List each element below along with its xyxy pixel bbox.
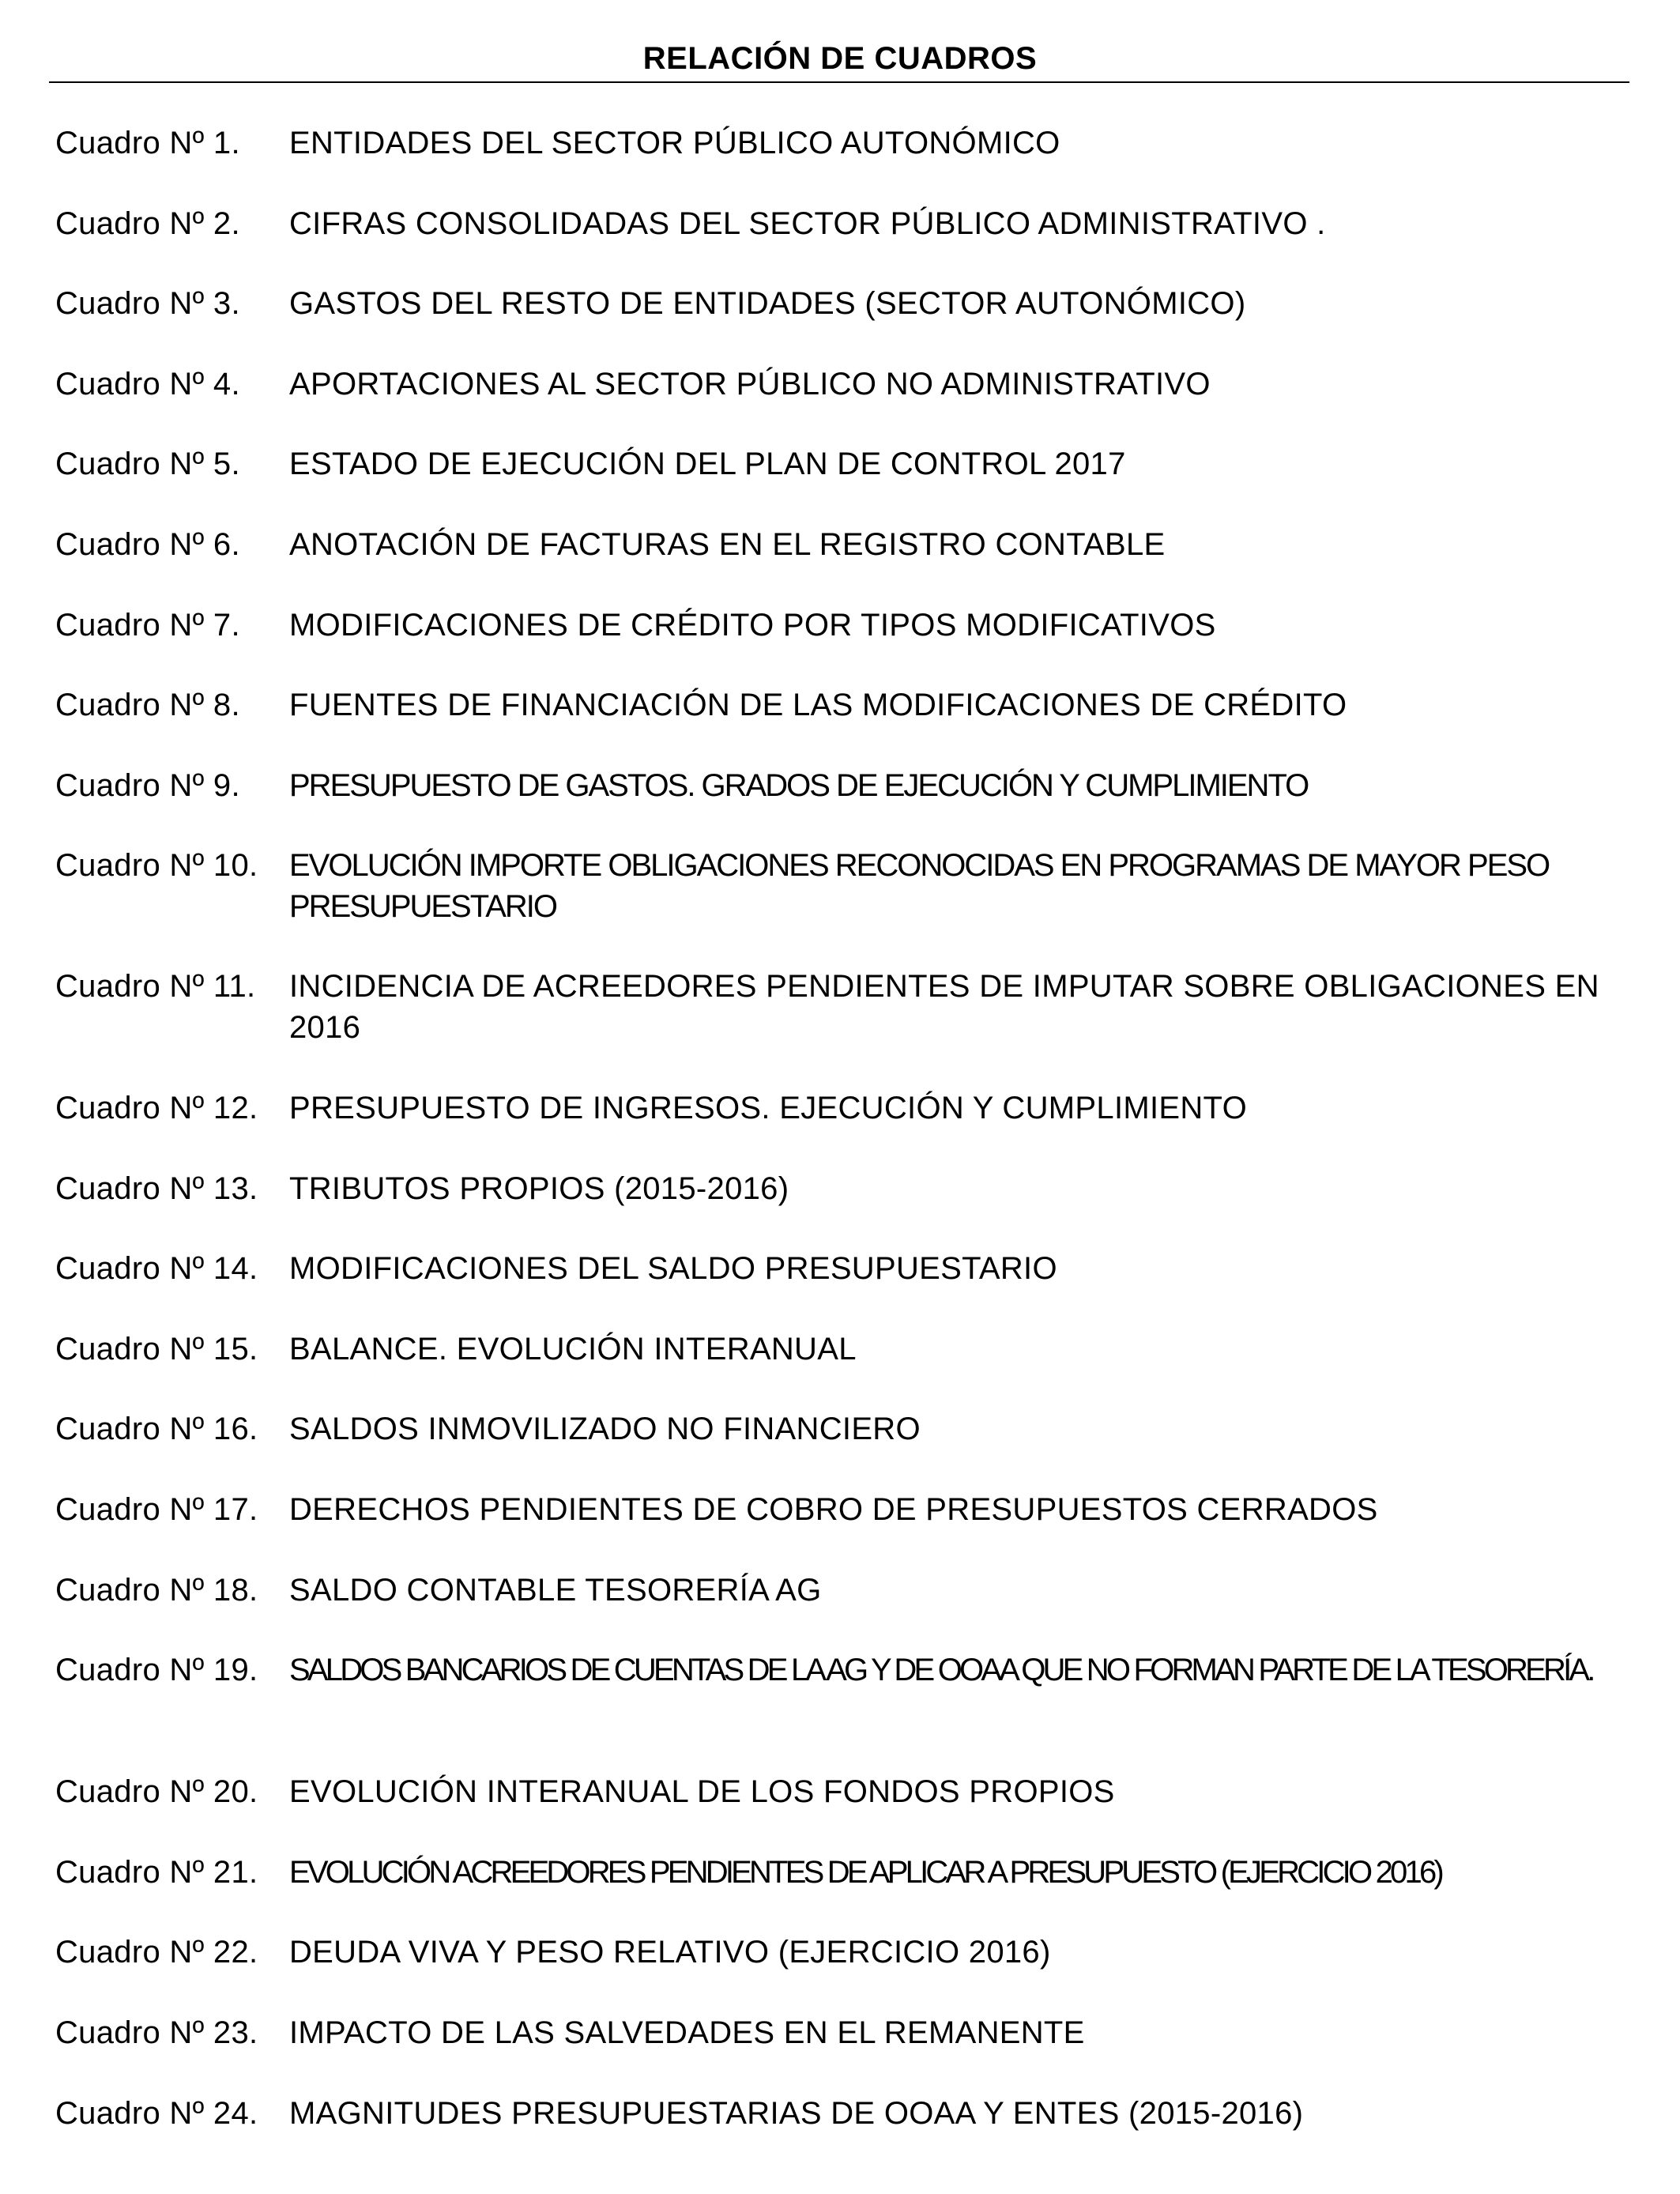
cuadro-title: SALDOS INMOVILIZADO NO FINANCIERO (289, 1412, 921, 1446)
cuadro-title: INCIDENCIA DE ACREEDORES PENDIENTES DE IMPUTAR SOBRE OBLIGACIONES EN 2016 (289, 969, 1599, 1045)
cuadro-label: Cuadro Nº 1. (55, 126, 240, 160)
cuadro-label: Cuadro Nº 2. (55, 206, 240, 241)
cuadro-title: DEUDA VIVA Y PESO RELATIVO (EJERCICIO 2016) (289, 1935, 1051, 1970)
list-item-cuadro-14 (55, 1248, 1644, 1289)
list-item-cuadro-13 (55, 1168, 1644, 1209)
cuadro-title: APORTACIONES AL SECTOR PÚBLICO NO ADMINISTRATIVO (289, 367, 1211, 401)
list-item-cuadro-20 (55, 1771, 1644, 1812)
cuadro-label: Cuadro Nº 14. (55, 1251, 258, 1286)
cuadro-label: Cuadro Nº 19. (55, 1653, 258, 1687)
cuadro-title: TRIBUTOS PROPIOS (2015-2016) (289, 1171, 789, 1206)
cuadro-title: PRESUPUESTO DE INGRESOS. EJECUCIÓN Y CUMPLIMIENTO (289, 1091, 1247, 1125)
list-item-cuadro-15 (55, 1329, 1644, 1370)
cuadro-title: EVOLUCIÓN ACREEDORES PENDIENTES DE APLICAR A PRESUPUESTO (EJERCICIO 2016) (289, 1855, 1441, 1890)
page-title: RELACIÓN DE CUADROS (642, 41, 1038, 76)
cuadro-label: Cuadro Nº 11. (55, 969, 256, 1004)
list-item-cuadro-12 (55, 1088, 1644, 1129)
cuadro-title: EVOLUCIÓN IMPORTE OBLIGACIONES RECONOCIDAS EN PROGRAMAS DE MAYOR PESO PRESUPUESTARIO (289, 848, 1550, 924)
cuadro-title: PRESUPUESTO DE GASTOS. GRADOS DE EJECUCIÓN Y CUMPLIMIENTO (289, 768, 1309, 803)
cuadro-label: Cuadro Nº 5. (55, 447, 240, 481)
cuadro-label: Cuadro Nº 24. (55, 2096, 258, 2131)
cuadro-title: EVOLUCIÓN INTERANUAL DE LOS FONDOS PROPIOS (289, 1774, 1115, 1809)
list-item-cuadro-2 (55, 203, 1644, 244)
list-item-cuadro-22 (55, 1932, 1644, 1973)
cuadro-title: IMPACTO DE LAS SALVEDADES EN EL REMANENTE (289, 2015, 1085, 2050)
cuadro-label: Cuadro Nº 10. (55, 848, 258, 883)
cuadro-label: Cuadro Nº 7. (55, 608, 240, 643)
cuadro-title: FUENTES DE FINANCIACIÓN DE LAS MODIFICACIONES DE CRÉDITO (289, 688, 1347, 722)
list-item-cuadro-11 (55, 966, 1644, 1048)
cuadro-label: Cuadro Nº 12. (55, 1091, 258, 1125)
cuadro-label: Cuadro Nº 20. (55, 1774, 258, 1809)
cuadro-label: Cuadro Nº 9. (55, 768, 240, 803)
cuadro-label: Cuadro Nº 4. (55, 367, 240, 401)
cuadro-title: MAGNITUDES PRESUPUESTARIAS DE OOAA Y ENTES (2015-2016) (289, 2096, 1304, 2131)
cuadro-label: Cuadro Nº 17. (55, 1492, 258, 1527)
cuadro-title: ENTIDADES DEL SECTOR PÚBLICO AUTONÓMICO (289, 126, 1060, 160)
title-divider (49, 81, 1629, 83)
cuadro-title: MODIFICACIONES DE CRÉDITO POR TIPOS MODIFICATIVOS (289, 608, 1216, 643)
cuadro-label: Cuadro Nº 18. (55, 1573, 258, 1608)
list-item-cuadro-5 (55, 443, 1644, 484)
list-item-cuadro-17 (55, 1489, 1644, 1530)
list-item-cuadro-8 (55, 684, 1644, 726)
cuadro-label: Cuadro Nº 23. (55, 2015, 258, 2050)
cuadro-title: DERECHOS PENDIENTES DE COBRO DE PRESUPUESTOS CERRADOS (289, 1492, 1378, 1527)
list-item-cuadro-16 (55, 1408, 1644, 1449)
cuadro-label: Cuadro Nº 8. (55, 688, 240, 722)
cuadro-label: Cuadro Nº 16. (55, 1412, 258, 1446)
cuadro-title: SALDO CONTABLE TESORERÍA AG (289, 1573, 822, 1608)
cuadro-label: Cuadro Nº 21. (55, 1855, 258, 1890)
list-item-cuadro-1 (55, 123, 1644, 164)
list-item-cuadro-19 (55, 1649, 1644, 1691)
cuadro-label: Cuadro Nº 22. (55, 1935, 258, 1970)
list-item-cuadro-9 (55, 765, 1644, 806)
list-item-cuadro-6 (55, 524, 1644, 565)
cuadro-title: ESTADO DE EJECUCIÓN DEL PLAN DE CONTROL 2017 (289, 447, 1126, 481)
cuadro-title: GASTOS DEL RESTO DE ENTIDADES (SECTOR AUTONÓMICO) (289, 286, 1246, 321)
cuadro-title: ANOTACIÓN DE FACTURAS EN EL REGISTRO CONTABLE (289, 527, 1166, 562)
list-item-cuadro-21 (55, 1852, 1644, 1893)
list-item-cuadro-4 (55, 364, 1644, 405)
cuadro-title: SALDOS BANCARIOS DE CUENTAS DE LA AG Y DE OOAA QUE NO FORMAN PARTE DE LA TESORERÍA. (289, 1653, 1593, 1687)
cuadro-title: CIFRAS CONSOLIDADAS DEL SECTOR PÚBLICO ADMINISTRATIVO . (289, 206, 1326, 241)
list-item-cuadro-24 (55, 2093, 1644, 2134)
list-item-cuadro-10 (55, 845, 1644, 927)
cuadro-label: Cuadro Nº 6. (55, 527, 240, 562)
cuadro-label: Cuadro Nº 13. (55, 1171, 258, 1206)
cuadro-label: Cuadro Nº 3. (55, 286, 240, 321)
cuadro-title: MODIFICACIONES DEL SALDO PRESUPUESTARIO (289, 1251, 1057, 1286)
cuadro-title: BALANCE. EVOLUCIÓN INTERANUAL (289, 1332, 857, 1367)
list-item-cuadro-18 (55, 1570, 1644, 1611)
list-item-cuadro-3 (55, 283, 1644, 324)
list-item-cuadro-7 (55, 605, 1644, 646)
list-item-cuadro-23 (55, 2012, 1644, 2053)
cuadro-label: Cuadro Nº 15. (55, 1332, 258, 1367)
